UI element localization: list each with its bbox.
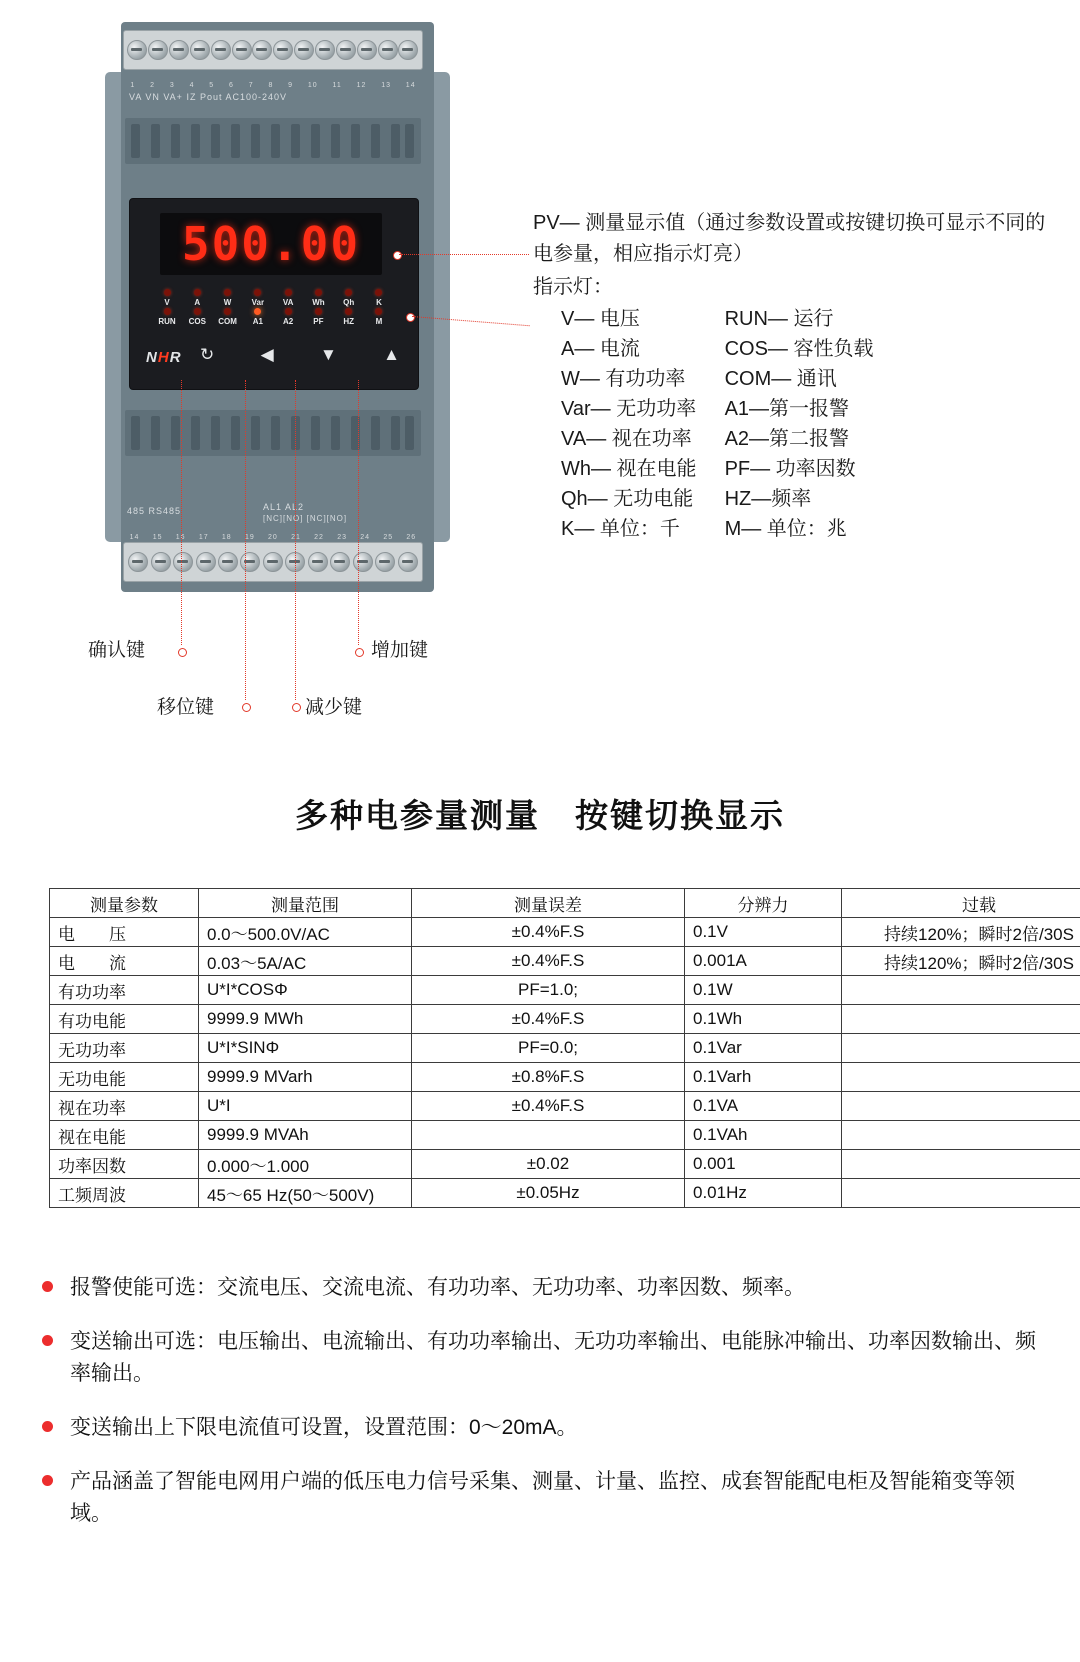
- table-row: [50, 1034, 1080, 1063]
- cell-error: PF=1.0;: [412, 976, 685, 1005]
- led-dot-icon: [254, 308, 261, 315]
- terminal-screw: [336, 40, 356, 60]
- cell-error: ±0.4%F.S: [412, 947, 685, 976]
- terminal-bottom-labels-right2: [NC][NO] [NC][NO]: [263, 514, 348, 523]
- cell-overload: [842, 1179, 1080, 1208]
- bullet-dot-icon: [42, 1421, 53, 1432]
- cell-overload: [842, 1005, 1080, 1034]
- led-dot-icon: [375, 289, 382, 296]
- cell-error: ±0.4%F.S: [412, 1092, 685, 1121]
- indicator-a: A: [184, 289, 210, 307]
- table-row: [50, 1092, 1080, 1121]
- legend-left: A— 电流: [561, 338, 640, 360]
- legend-left: VA— 视在功率: [561, 428, 692, 450]
- terminal-screw: [127, 40, 147, 60]
- terminal-screw: [375, 552, 395, 572]
- bullet-text: 变送输出可选：电压输出、电流输出、有功功率输出、无功功率输出、电能脉冲输出、功率因数输出、频率输出。: [70, 1330, 1036, 1385]
- legend-right: A2—第二报警: [724, 428, 850, 450]
- cell-range: 0.000～1.000: [199, 1150, 412, 1179]
- feature-bullet-list: [30, 1272, 1050, 1552]
- cell-overload: [842, 1150, 1080, 1179]
- legend-left: Wh— 视在电能: [561, 458, 697, 480]
- legend-right: RUN— 运行: [724, 308, 834, 330]
- terminal-bottom-labels-right: AL1 AL2: [263, 502, 305, 512]
- list-item: [30, 1272, 1050, 1304]
- callout-line-increase: [358, 380, 359, 645]
- terminal-bottom-labels-left: 485 RS485: [127, 506, 182, 516]
- cell-overload: 持续120%；瞬时2倍/30S: [842, 947, 1080, 976]
- terminal-top-numbers: 1 2 3 4 5 6 7 8 9 10 11 12 13 14: [130, 81, 416, 89]
- legend-row: [559, 394, 875, 424]
- led-dot-icon: [345, 308, 352, 315]
- cell-range: 45～65 Hz(50～500V): [199, 1179, 412, 1208]
- table-row: [50, 1063, 1080, 1092]
- cell-param: 电 流: [50, 947, 199, 976]
- led-dot-icon: [375, 308, 382, 315]
- measurement-value: 500.00: [181, 217, 361, 271]
- legend-block: [533, 208, 1053, 544]
- table-row: [50, 1005, 1080, 1034]
- terminal-screw: [398, 552, 418, 572]
- cell-param: 无功功率: [50, 1034, 199, 1063]
- indicator-run: RUN: [154, 308, 180, 326]
- led-dot-icon: [345, 289, 352, 296]
- bullet-text: 变送输出上下限电流值可设置，设置范围：0～20mA。: [70, 1416, 578, 1439]
- legend-row: [559, 364, 875, 394]
- cell-overload: [842, 1092, 1080, 1121]
- indicator-wh: Wh: [305, 289, 331, 307]
- indicator-legend-title: 指示灯：: [533, 276, 613, 298]
- device-illustration: [0, 0, 520, 740]
- led-dot-icon: [164, 308, 171, 315]
- terminal-screw: [196, 552, 216, 572]
- legend-left: Qh— 无功电能: [561, 488, 694, 510]
- cell-param: 有功功率: [50, 976, 199, 1005]
- label-increase-key: 增加键: [371, 640, 429, 661]
- cell-error: ±0.02: [412, 1150, 685, 1179]
- indicator-k: K: [366, 289, 392, 307]
- led-dot-icon: [315, 308, 322, 315]
- front-panel: [129, 198, 419, 390]
- terminal-screw: [378, 40, 398, 60]
- cell-resolution: 0.1Var: [685, 1034, 842, 1063]
- cell-overload: [842, 1121, 1080, 1150]
- legend-row: [559, 484, 875, 514]
- table-row: [50, 947, 1080, 976]
- table-row: [50, 976, 1080, 1005]
- terminal-screw: [398, 40, 418, 60]
- terminal-screw: [190, 40, 210, 60]
- indicator-cos: COS: [184, 308, 210, 326]
- led-dot-icon: [224, 308, 231, 315]
- indicator-row-1: [154, 289, 392, 307]
- header-error: 测量误差: [412, 889, 685, 918]
- bullet-dot-icon: [42, 1281, 53, 1292]
- increase-key-icon[interactable]: ▲: [383, 345, 400, 364]
- pv-description: PV— 测量显示值（通过参数设置或按键切换可显示不同的电参量，相应指示灯亮）: [533, 212, 1046, 265]
- legend-left: K— 单位：千: [561, 518, 680, 540]
- led-dot-icon: [164, 289, 171, 296]
- terminal-screw: [173, 552, 193, 572]
- bullet-dot-icon: [42, 1335, 53, 1346]
- header-param: 测量参数: [50, 889, 199, 918]
- legend-left: V— 电压: [561, 308, 640, 330]
- vent-band-lower: [125, 410, 421, 456]
- confirm-key-icon[interactable]: ↻: [200, 345, 215, 364]
- terminal-screw: [232, 40, 252, 60]
- callout-line-pv: [399, 254, 529, 255]
- legend-left: Var— 无功功率: [561, 398, 697, 420]
- terminal-screw: [169, 40, 189, 60]
- terminal-screw: [294, 40, 314, 60]
- header-overload: 过载: [842, 889, 1080, 918]
- cell-resolution: 0.1VAh: [685, 1121, 842, 1150]
- cell-resolution: 0.1Wh: [685, 1005, 842, 1034]
- terminal-screw: [240, 552, 260, 572]
- terminal-strip-top: [123, 30, 423, 70]
- cell-resolution: 0.01Hz: [685, 1179, 842, 1208]
- terminal-screw: [357, 40, 377, 60]
- keypad: [200, 345, 400, 365]
- shift-key-icon[interactable]: ◀: [260, 345, 274, 364]
- cell-overload: [842, 1034, 1080, 1063]
- callout-line-shift: [245, 380, 246, 700]
- terminal-screw: [252, 40, 272, 60]
- indicator-row-2: [154, 308, 392, 326]
- indicator-v: V: [154, 289, 180, 307]
- legend-row: [559, 424, 875, 454]
- cell-param: 工频周波: [50, 1179, 199, 1208]
- led-display: [160, 213, 382, 275]
- terminal-screw: [148, 40, 168, 60]
- vent-band-upper: [125, 118, 421, 164]
- indicator-a2: A2: [275, 308, 301, 326]
- indicator-com: COM: [215, 308, 241, 326]
- cell-param: 无功电能: [50, 1063, 199, 1092]
- cell-param: 有功电能: [50, 1005, 199, 1034]
- indicator-w: W: [215, 289, 241, 307]
- cell-error: [412, 1121, 685, 1150]
- terminal-screw: [151, 552, 171, 572]
- legend-right: COM— 通讯: [724, 368, 837, 390]
- cell-range: U*I*COSΦ: [199, 976, 412, 1005]
- led-dot-icon: [315, 289, 322, 296]
- cell-range: U*I*SINΦ: [199, 1034, 412, 1063]
- cell-overload: 持续120%；瞬时2倍/30S: [842, 918, 1080, 947]
- indicator-pf: PF: [305, 308, 331, 326]
- callout-dot-confirm: [178, 648, 187, 657]
- cell-range: 0.0～500.0V/AC: [199, 918, 412, 947]
- terminal-screw: [308, 552, 328, 572]
- legend-right: A1—第一报警: [724, 398, 850, 420]
- led-dot-icon: [285, 308, 292, 315]
- cell-range: 9999.9 MVAh: [199, 1121, 412, 1150]
- cell-error: ±0.4%F.S: [412, 918, 685, 947]
- terminal-strip-bottom: [123, 542, 423, 582]
- indicator-legend-table: [559, 304, 875, 544]
- legend-right: HZ—频率: [724, 488, 812, 510]
- cell-error: PF=0.0;: [412, 1034, 685, 1063]
- terminal-screw: [315, 40, 335, 60]
- terminal-screw: [128, 552, 148, 572]
- label-decrease-key: 减少键: [305, 697, 363, 718]
- legend-left: W— 有功功率: [561, 368, 686, 390]
- bullet-text: 报警使能可选：交流电压、交流电流、有功功率、无功功率、功率因数、频率。: [70, 1276, 805, 1299]
- table-row: [50, 1150, 1080, 1179]
- callout-dot-decrease: [292, 703, 301, 712]
- callout-line-decrease: [295, 380, 296, 700]
- terminal-screw: [211, 40, 231, 60]
- callout-dot-pv: [393, 251, 402, 260]
- cell-param: 功率因数: [50, 1150, 199, 1179]
- cell-resolution: 0.1Varh: [685, 1063, 842, 1092]
- cell-range: 9999.9 MVarh: [199, 1063, 412, 1092]
- led-dot-icon: [194, 289, 201, 296]
- cell-param: 视在功率: [50, 1092, 199, 1121]
- bullet-dot-icon: [42, 1475, 53, 1486]
- indicator-qh: Qh: [336, 289, 362, 307]
- terminal-screw: [330, 552, 350, 572]
- indicator-var: Var: [245, 289, 271, 307]
- terminal-screw: [353, 552, 373, 572]
- list-item: [30, 1326, 1050, 1390]
- callout-dot-indicators: [406, 313, 415, 322]
- brand-logo: NHR: [146, 349, 182, 366]
- legend-right: PF— 功率因数: [724, 458, 856, 480]
- table-row: [50, 918, 1080, 947]
- callout-dot-shift: [242, 703, 251, 712]
- cell-error: ±0.8%F.S: [412, 1063, 685, 1092]
- legend-row: [559, 454, 875, 484]
- indicator-m: M: [366, 308, 392, 326]
- cell-resolution: 0.001: [685, 1150, 842, 1179]
- decrease-key-icon[interactable]: ▼: [319, 345, 337, 364]
- cell-resolution: 0.1VA: [685, 1092, 842, 1121]
- label-shift-key: 移位键: [157, 697, 215, 718]
- table-row: [50, 1179, 1080, 1208]
- section-headline: 多种电参量测量 按键切换显示: [295, 797, 785, 834]
- cell-overload: [842, 1063, 1080, 1092]
- led-dot-icon: [285, 289, 292, 296]
- indicator-led-panel: [154, 289, 392, 327]
- legend-right: M— 单位：兆: [724, 518, 847, 540]
- indicator-hz: HZ: [336, 308, 362, 326]
- table-row: [50, 1121, 1080, 1150]
- cell-resolution: 0.1V: [685, 918, 842, 947]
- terminal-screw: [218, 552, 238, 572]
- cell-param: 电 压: [50, 918, 199, 947]
- callout-dot-increase: [355, 648, 364, 657]
- legend-row: [559, 304, 875, 334]
- header-resolution: 分辨力: [685, 889, 842, 918]
- led-dot-icon: [224, 289, 231, 296]
- legend-row: [559, 514, 875, 544]
- cell-param: 视在电能: [50, 1121, 199, 1150]
- led-dot-icon: [254, 289, 261, 296]
- list-item: [30, 1412, 1050, 1444]
- terminal-screw: [273, 40, 293, 60]
- table-header-row: [50, 889, 1080, 918]
- label-confirm-key: 确认键: [88, 640, 146, 661]
- cell-error: ±0.4%F.S: [412, 1005, 685, 1034]
- cell-range: 9999.9 MWh: [199, 1005, 412, 1034]
- spec-table-wrapper: [49, 888, 1074, 1208]
- header-range: 测量范围: [199, 889, 412, 918]
- cell-range: 0.03～5A/AC: [199, 947, 412, 976]
- terminal-bottom-numbers: 14 15 16 17 18 19 20 21 22 23 24 25 26: [129, 533, 417, 541]
- led-dot-icon: [194, 308, 201, 315]
- power-meter-device: [105, 22, 450, 592]
- cell-resolution: 0.001A: [685, 947, 842, 976]
- terminal-top-labels: VA VN VA+ IZ Pout AC100-240V: [129, 92, 287, 102]
- cell-range: U*I: [199, 1092, 412, 1121]
- cell-resolution: 0.1W: [685, 976, 842, 1005]
- cell-error: ±0.05Hz: [412, 1179, 685, 1208]
- cell-overload: [842, 976, 1080, 1005]
- list-item: [30, 1466, 1050, 1530]
- legend-row: [559, 334, 875, 364]
- indicator-a1: A1: [245, 308, 271, 326]
- indicator-va: VA: [275, 289, 301, 307]
- spec-table: [49, 888, 1080, 1208]
- legend-right: COS— 容性负载: [724, 338, 874, 360]
- callout-line-confirm: [181, 380, 182, 645]
- terminal-screw: [263, 552, 283, 572]
- bullet-text: 产品涵盖了智能电网用户端的低压电力信号采集、测量、计量、监控、成套智能配电柜及智能箱变等领域。: [70, 1470, 1015, 1525]
